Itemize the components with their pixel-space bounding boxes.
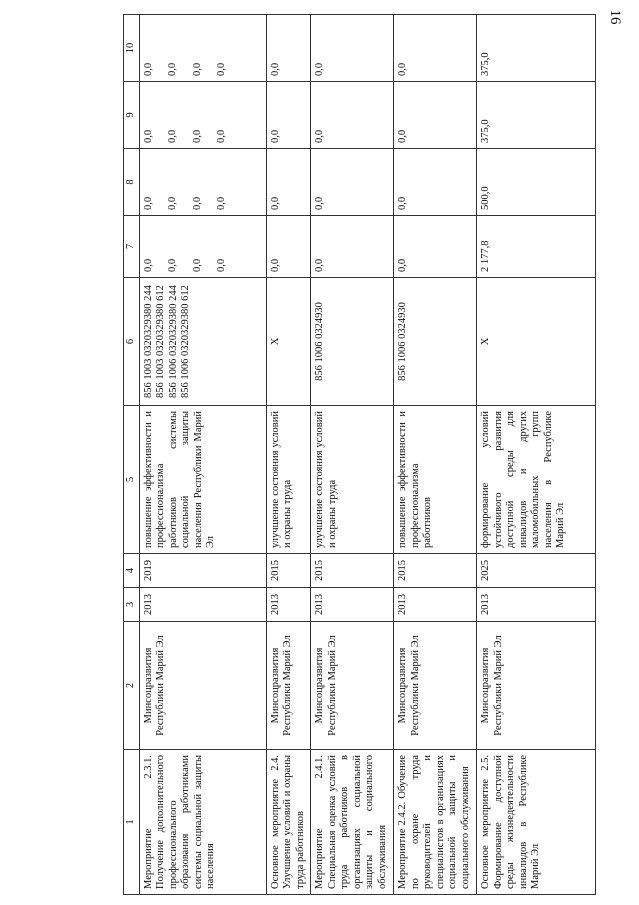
budget-code-cell: 856 1006 0324930 — [311, 278, 394, 406]
value: 0,0 — [216, 62, 227, 76]
value: 0,0 — [191, 62, 203, 76]
end-year-cell: 2015 — [266, 554, 311, 588]
start-year-cell: 2013 — [139, 588, 266, 622]
table-row — [266, 15, 311, 895]
value-cell: 375,0 — [477, 15, 596, 82]
budget-code: 856 1006 0320329380 612 — [180, 285, 191, 398]
expected-result-cell: повышение эффективности и профессионализма работников — [394, 406, 477, 554]
budget-code-cell: Х — [266, 278, 311, 406]
end-year-cell: 2015 — [394, 554, 477, 588]
value-cell: 375,0 — [477, 82, 596, 149]
table-row — [394, 15, 477, 895]
page-number: 16 — [607, 9, 623, 25]
start-year-cell: 2013 — [394, 588, 477, 622]
value-cell — [139, 216, 266, 278]
measure-name-cell: Основное мероприятие 2.5. Формирование доступной среды жизнедеятельности инвалидов в Республике Марий Эл — [477, 750, 596, 895]
executor-cell: Минсоцразвития Республики Марий Эл — [394, 622, 477, 750]
header-cell: 6 — [124, 278, 140, 406]
value: 0,0 — [142, 258, 154, 272]
start-year-cell: 2013 — [311, 588, 394, 622]
table-row — [139, 15, 266, 895]
expected-result-cell: повышение эффективности и профессионализма работников системы социальной защиты населения Республики Марий Эл — [139, 406, 266, 554]
table-row — [477, 15, 596, 895]
header-cell: 7 — [124, 216, 140, 278]
executor-cell: Минсоцразвития Республики Марий Эл — [311, 622, 394, 750]
value: 0,0 — [191, 129, 203, 143]
budget-code: 856 1003 0320329380 244 — [142, 285, 154, 398]
header-cell: 10 — [124, 15, 140, 82]
value-cell: 0,0 — [394, 82, 477, 149]
value-cell — [139, 15, 266, 82]
value-cell: 0,0 — [266, 149, 311, 216]
start-year-cell: 2013 — [477, 588, 596, 622]
executor-cell: Минсоцразвития Республики Марий Эл — [477, 622, 596, 750]
header-cell: 4 — [124, 554, 140, 588]
expected-result-cell: улучшение состояния условий и охраны труда — [311, 406, 394, 554]
value-cell: 0,0 — [266, 216, 311, 278]
value: 0,0 — [142, 196, 154, 210]
value: 0,0 — [167, 62, 178, 76]
budget-code-cell — [139, 278, 266, 406]
header-cell: 1 — [124, 750, 140, 895]
value-cell: 0,0 — [394, 15, 477, 82]
end-year-cell: 2025 — [477, 554, 596, 588]
executor-cell: Минсоцразвития Республики Марий Эл — [266, 622, 311, 750]
value: 0,0 — [167, 258, 178, 272]
value-cell: 0,0 — [266, 82, 311, 149]
value-cell: 0,0 — [394, 149, 477, 216]
value: 0,0 — [142, 62, 154, 76]
budget-code: 856 1006 0320329380 244 — [167, 285, 179, 398]
value-cell: 0,0 — [311, 82, 394, 149]
rotated-table-frame — [123, 15, 633, 895]
header-cell: 8 — [124, 149, 140, 216]
value: 0,0 — [216, 196, 227, 210]
value: 0,0 — [167, 196, 178, 210]
value: 0,0 — [142, 129, 154, 143]
start-year-cell: 2013 — [266, 588, 311, 622]
value: 0,0 — [216, 258, 227, 272]
value-cell: 0,0 — [311, 216, 394, 278]
value-cell: 500,0 — [477, 149, 596, 216]
end-year-cell: 2015 — [311, 554, 394, 588]
value-cell: 0,0 — [266, 15, 311, 82]
budget-code: 856 1003 0320329380 612 — [155, 285, 166, 398]
value-cell — [139, 82, 266, 149]
value-cell: 2 177,8 — [477, 216, 596, 278]
header-cell: 5 — [124, 406, 140, 554]
end-year-cell: 2019 — [139, 554, 266, 588]
value-cell: 0,0 — [394, 216, 477, 278]
measure-name-cell: Мероприятие 2.4.2. Обучение по охране труда руководителей и специалистов в организациях социальной защиты и социального обслуживания — [394, 750, 477, 895]
value: 0,0 — [191, 258, 203, 272]
value-cell — [139, 149, 266, 216]
measure-name-cell: Мероприятие 2.4.1. Специальная оценка условий труда работников в организациях социальной защиты и социального обслуживания — [311, 750, 394, 895]
executor-cell: Минсоцразвития Республики Марий Эл — [139, 622, 266, 750]
measure-name-cell: Мероприятие 2.3.1. Получение дополнительного профессионального образования работниками системы социальной защиты населения — [139, 750, 266, 895]
budget-code-cell: 856 1006 0324930 — [394, 278, 477, 406]
value: 0,0 — [191, 196, 203, 210]
header-cell: 2 — [124, 622, 140, 750]
value-cell: 0,0 — [311, 149, 394, 216]
value: 0,0 — [216, 129, 227, 143]
expected-result-cell: формирование условий устойчивого развития доступной среды для инвалидов и других маломобильных групп населения в Республике Марий Эл — [477, 406, 596, 554]
value-cell: 0,0 — [311, 15, 394, 82]
expected-result-cell: улучшение состояния условий и охраны труда — [266, 406, 311, 554]
header-row — [124, 15, 140, 895]
program-table — [123, 14, 596, 895]
value: 0,0 — [167, 129, 178, 143]
header-cell: 9 — [124, 82, 140, 149]
header-cell: 3 — [124, 588, 140, 622]
measure-name-cell: Основное мероприятие 2.4. Улучшение условий и охраны труда работников — [266, 750, 311, 895]
budget-code-cell: Х — [477, 278, 596, 406]
table-row — [311, 15, 394, 895]
